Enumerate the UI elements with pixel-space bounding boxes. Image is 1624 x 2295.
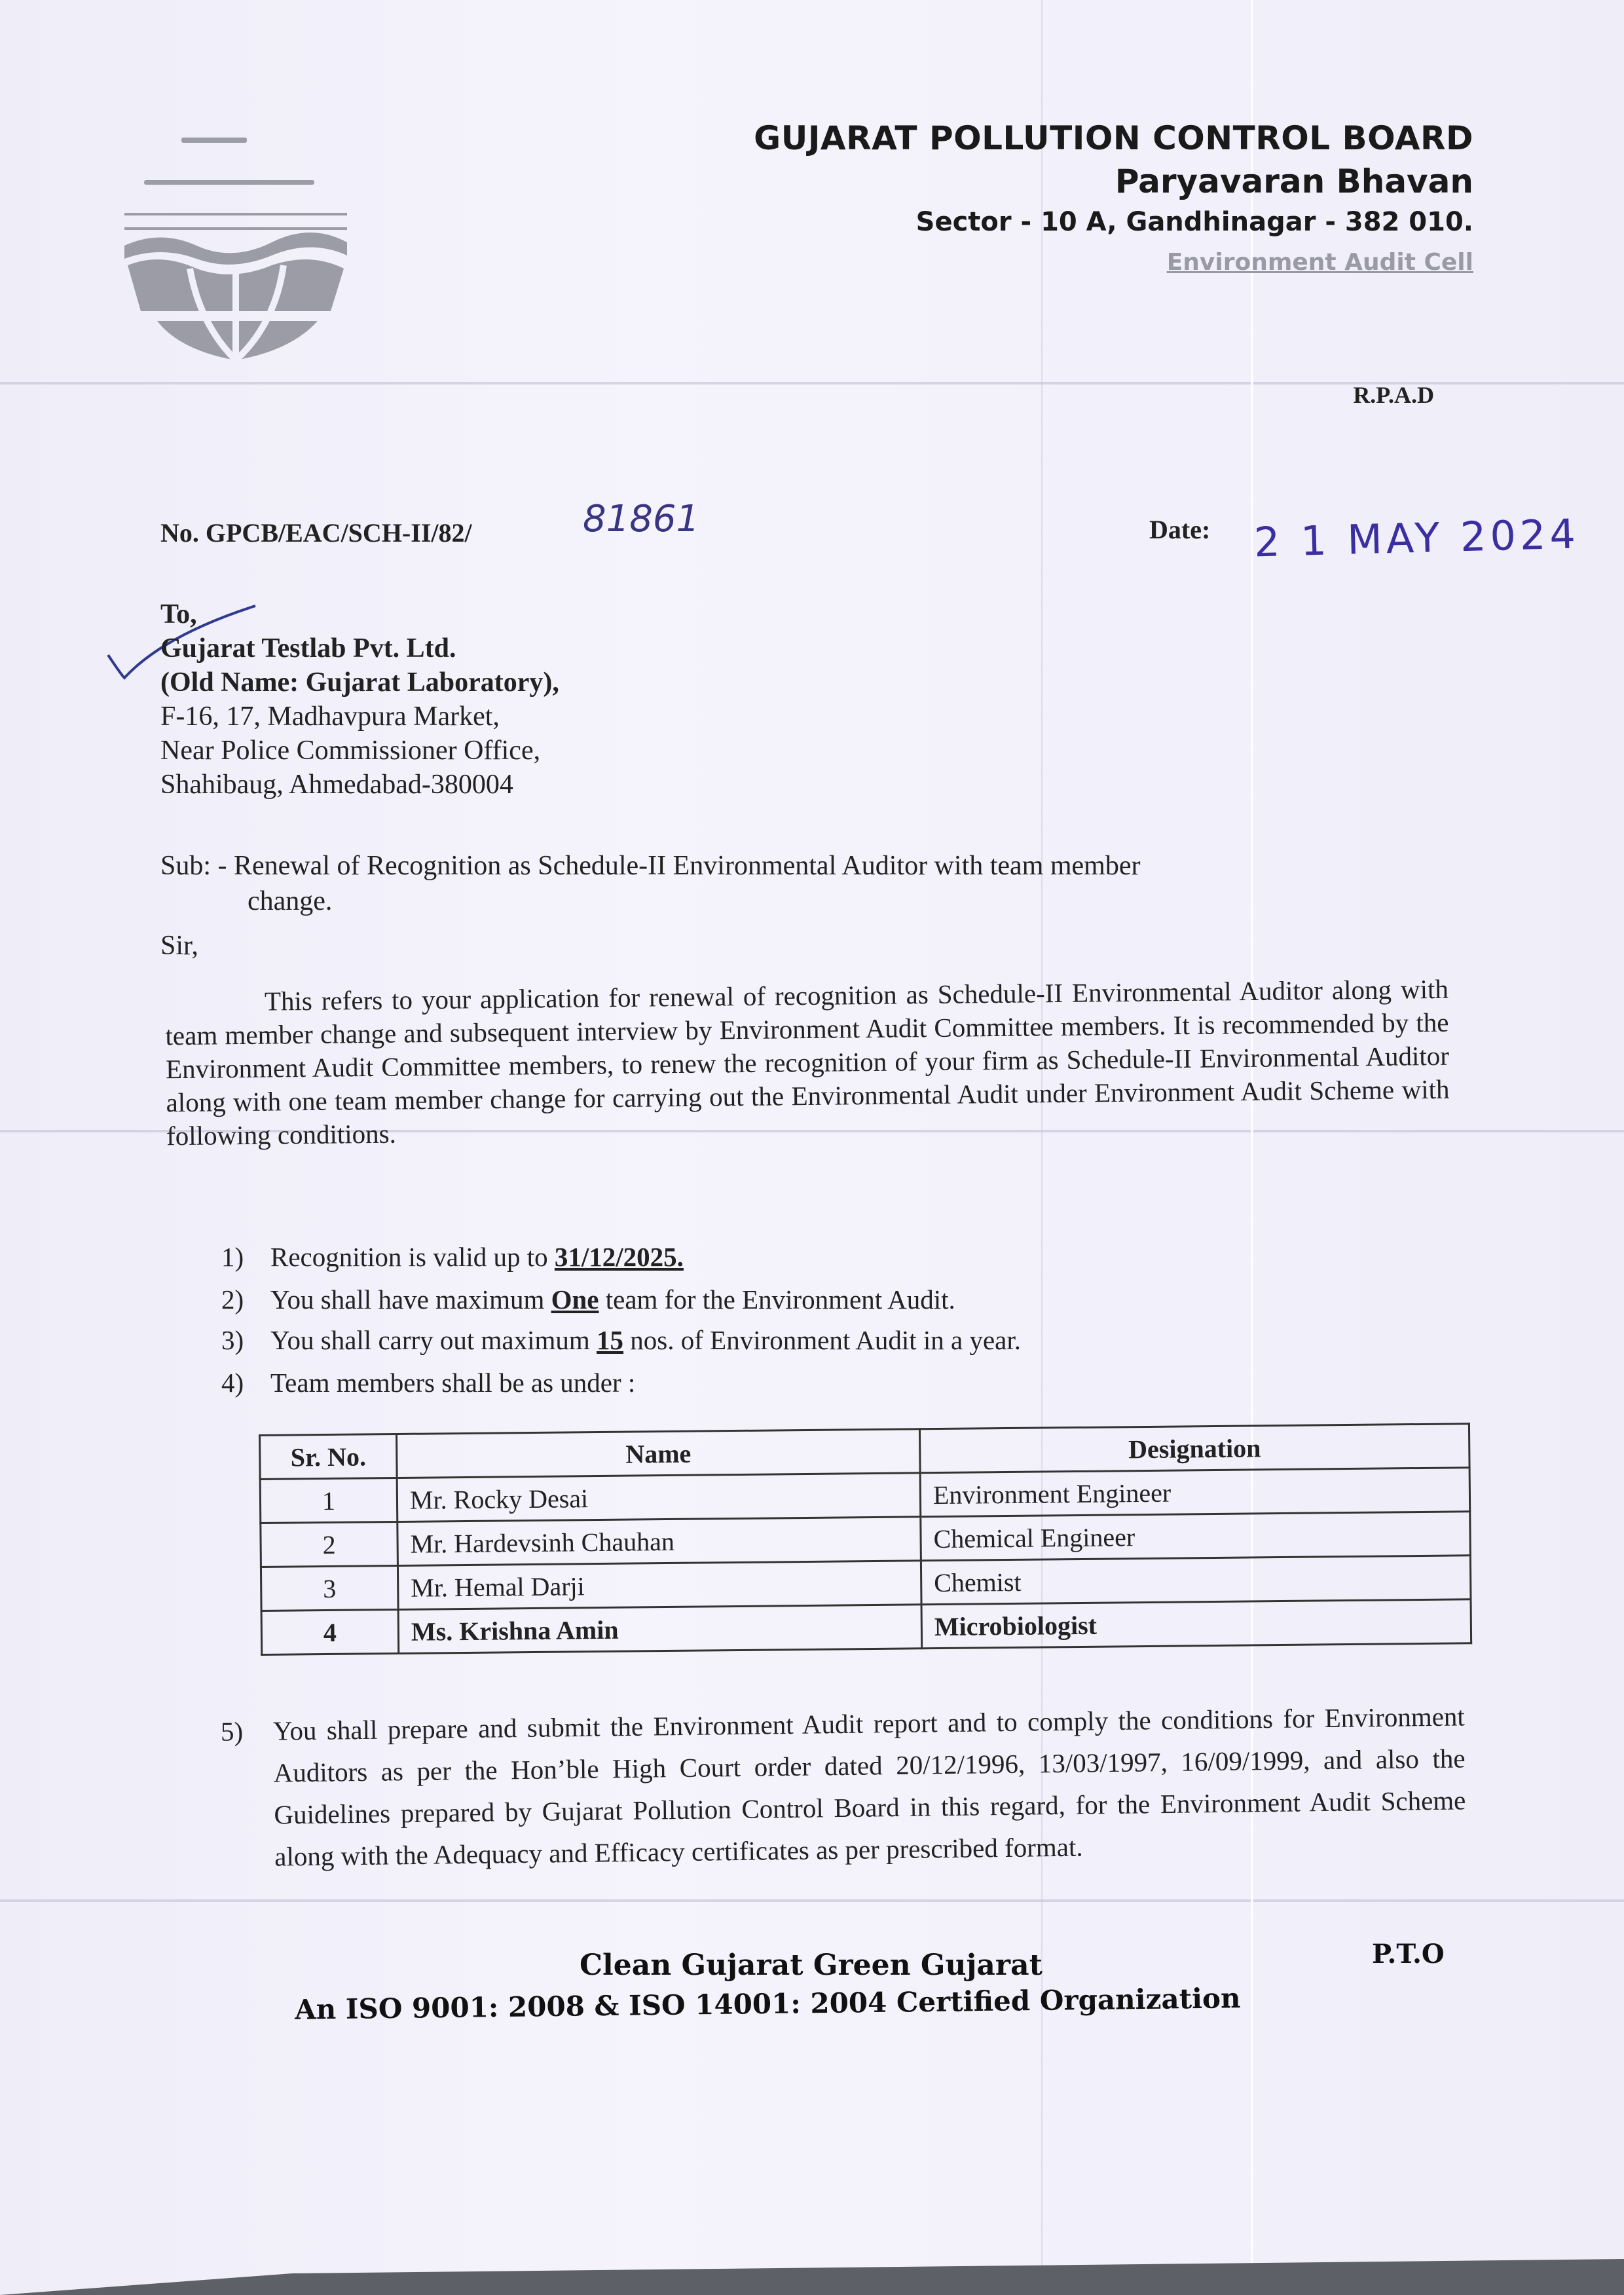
cell-designation: Environment Engineer — [920, 1468, 1470, 1517]
cell-name: Mr. Hardevsinh Chauhan — [397, 1517, 921, 1566]
reference-number-handwritten: 81861 — [583, 498, 700, 540]
subject-line-continued: change. — [248, 886, 333, 916]
condition-number: 1) — [221, 1242, 244, 1272]
date-label: Date: — [1149, 515, 1211, 544]
condition-highlight: 15 — [597, 1325, 624, 1355]
gpcb-logo-icon — [121, 134, 350, 364]
cell-sr-no: 4 — [261, 1609, 399, 1654]
paper-fold-line — [0, 1899, 1624, 1902]
footer-certification: An ISO 9001: 2008 & ISO 14001: 2004 Certified Organization — [294, 1982, 1241, 2026]
condition-text: You shall have maximum — [270, 1284, 551, 1315]
condition-item — [221, 1284, 955, 1315]
condition-number: 3) — [221, 1325, 244, 1355]
please-turn-over: P.T.O — [1372, 1939, 1445, 1969]
condition-text: nos. of Environment Audit in a year. — [623, 1325, 1021, 1355]
condition-number: 5) — [220, 1716, 244, 1747]
cell-sr-no: 1 — [260, 1478, 397, 1523]
condition-number: 2) — [221, 1284, 244, 1315]
condition-number: 4) — [221, 1368, 244, 1398]
reference-number: No. GPCB/EAC/SCH-II/82/ — [160, 518, 472, 548]
column-header-sr-no: Sr. No. — [260, 1434, 397, 1479]
to-label: To, — [160, 599, 197, 629]
condition-item — [221, 1241, 684, 1273]
condition-text: Team members shall be as under : — [270, 1368, 636, 1398]
cell-designation: Chemist — [921, 1556, 1471, 1605]
recipient-address-line: Shahibaug, Ahmedabad-380004 — [160, 770, 513, 800]
column-header-name: Name — [397, 1429, 921, 1478]
condition-item-5 — [221, 1695, 1467, 1878]
recipient-name: Gujarat Testlab Pvt. Ltd. — [160, 633, 456, 663]
condition-text: You shall prepare and submit the Environment Audit report and to comply the conditions for Environment Auditors as per the Hon’ble High Court order dated 20/12/1996, 13/03/1997, 16/09/1999, and also the Guidelines prepared by Gujarat Pollution Control Board in this regard, for the Environment Audit Scheme along with the Adequacy and Efficacy certificates as per prescribed format. — [272, 1701, 1466, 1872]
body-paragraph: This refers to your application for renewal of recognition as Schedule-II Environmental Auditor along with team member change and subsequent interview by Environment Audit Committee members. It is recommended by the Environment Audit Committee members, to renew the recognition of your firm as Schedule-II Environmental Auditor along with one team member change for carrying out the Environmental Audit under Environment Audit Scheme with following conditions. — [165, 973, 1450, 1151]
subject-line: Sub: - Renewal of Recognition as Schedule-II Environmental Auditor with team member — [160, 851, 1141, 881]
cell-designation: Chemical Engineer — [921, 1512, 1471, 1561]
condition-highlight: 31/12/2025. — [554, 1242, 684, 1272]
team-members-table — [259, 1423, 1472, 1656]
column-header-designation: Designation — [919, 1424, 1469, 1473]
cell-name: Mr. Rocky Desai — [397, 1473, 921, 1522]
organization-name: GUJARAT POLLUTION CONTROL BOARD — [754, 119, 1473, 157]
recipient-block — [160, 597, 559, 802]
building-name: Paryavaran Bhavan — [1115, 162, 1473, 200]
date-stamp: 2 1 MAY 2024 — [1253, 510, 1580, 567]
cell-name: Ms. Krishna Amin — [398, 1605, 922, 1654]
cell-designation: Microbiologist — [921, 1599, 1471, 1649]
greeting: Sir, — [160, 931, 198, 961]
condition-item — [221, 1367, 635, 1398]
paper-crease — [1251, 0, 1253, 2295]
cell-name: Mr. Hemal Darji — [397, 1561, 921, 1610]
condition-item — [221, 1324, 1021, 1356]
condition-text: You shall carry out maximum — [270, 1325, 597, 1355]
condition-text: Recognition is valid up to — [270, 1242, 555, 1272]
footer-slogan: Clean Gujarat Green Gujarat — [580, 1949, 1043, 1982]
condition-highlight: One — [551, 1284, 599, 1315]
condition-text: team for the Environment Audit. — [599, 1284, 955, 1315]
recipient-address-line: F-16, 17, Madhavpura Market, — [160, 701, 500, 732]
cell-sr-no: 3 — [261, 1565, 398, 1611]
department-name: Environment Audit Cell — [1166, 249, 1473, 276]
recipient-address-line: Near Police Commissioner Office, — [160, 736, 541, 766]
cell-sr-no: 2 — [261, 1521, 398, 1567]
recipient-old-name: (Old Name: Gujarat Laboratory), — [160, 667, 559, 698]
organization-address: Sector - 10 A, Gandhinagar - 382 010. — [915, 207, 1473, 237]
dispatch-mode: R.P.A.D — [1353, 382, 1434, 408]
